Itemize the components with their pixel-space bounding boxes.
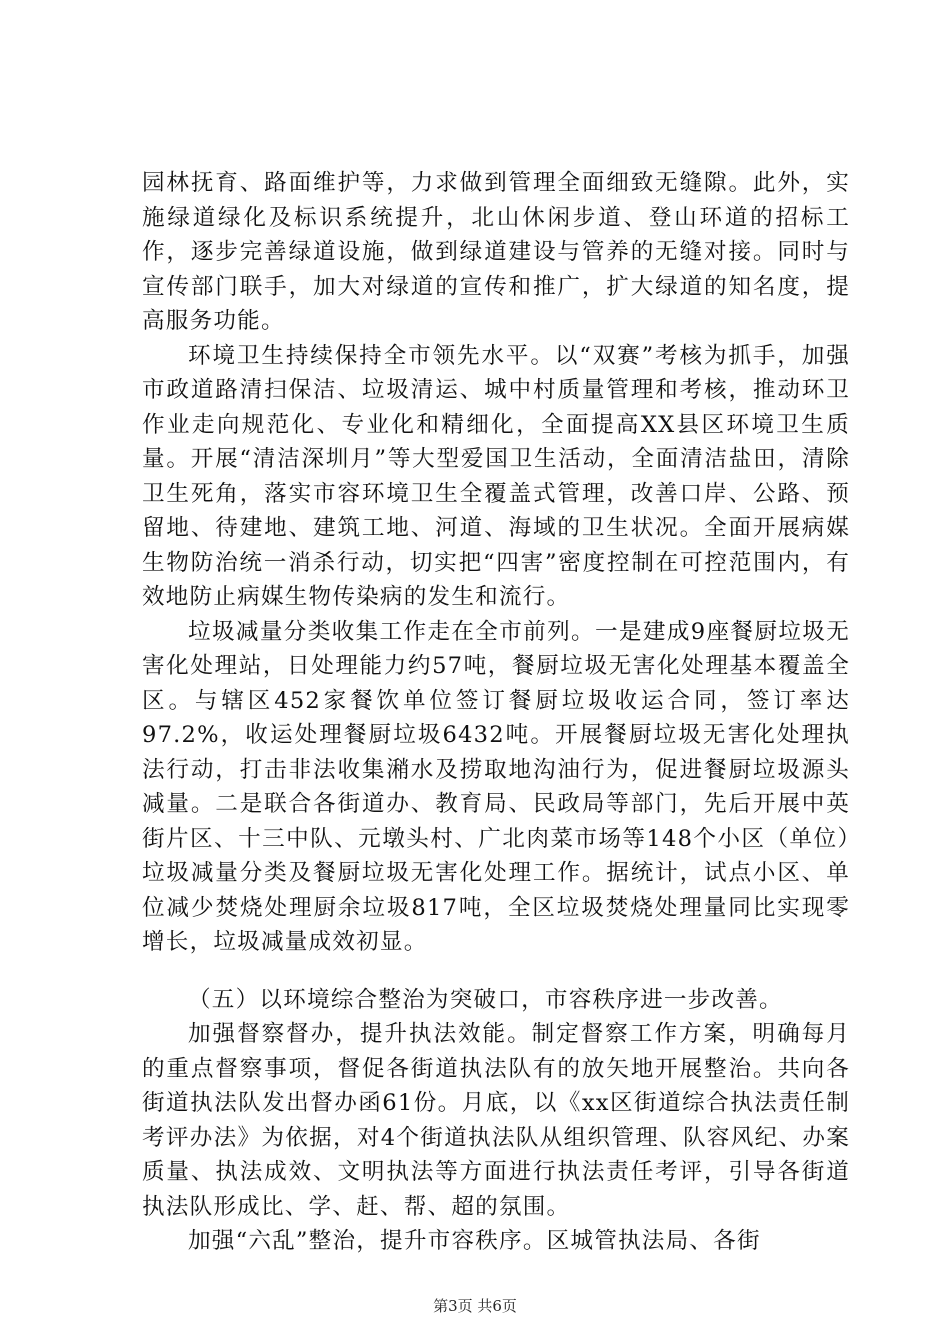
section-heading-five: （五）以环境综合整治为突破口，市容秩序进一步改善。 bbox=[188, 986, 783, 1013]
paragraph-waste-reduction: 垃圾减量分类收集工作走在全市前列。一是建成9座餐厨垃圾无害化处理站，日处理能力约57吨，餐厨垃圾无害化处理基本覆盖全区。与辖区452家餐饮单位签订餐厨垃圾收运合同，签订率达97.2%，收运处理餐厨垃圾6432吨。开展餐厨垃圾无害化处理执法行动，打击非法收集潲水及捞取地沟油行为，促进餐厨垃圾源头减量。二是联合各街道办、教育局、民政局等部门，先后开展中英街片区、十三中队、元墩头村、广北肉菜市场等148个小区（单位）垃圾减量分类及餐厨垃圾无害化处理工作。据统计，试点小区、单位减少焚烧处理厨余垃圾817吨，全区垃圾焚烧处理量同比实现零增长，垃圾减量成效初显。 bbox=[142, 618, 850, 955]
paragraph-six-disorders: 加强“六乱”整治，提升市容秩序。区城管执法局、各街 bbox=[188, 1228, 761, 1254]
page-footer: 第3页 共6页 bbox=[433, 1297, 517, 1315]
document-body bbox=[142, 166, 850, 1259]
paragraph-greenway: 园林抚育、路面维护等，力求做到管理全面细致无缝隙。此外，实施绿道绿化及标识系统提升，北山休闲步道、登山环道的招标工作，逐步完善绿道设施，做到绿道建设与管养的无缝对接。同时与宣传部门联手，加大对绿道的宣传和推广，扩大绿道的知名度，提高服务功能。 bbox=[142, 170, 850, 334]
paragraph-sanitation: 环境卫生持续保持全市领先水平。以“双赛”考核为抓手，加强市政道路清扫保洁、垃圾清运、城中村质量管理和考核，推动环卫作业走向规范化、专业化和精细化，全面提高XX县区环境卫生质量。开展“清洁深圳月”等大型爱国卫生活动，全面清洁盐田，清除卫生死角，落实市容环境卫生全覆盖式管理，改善口岸、公路、预留地、待建地、建筑工地、河道、海域的卫生状况。全面开展病媒生物防治统一消杀行动，切实把“四害”密度控制在可控范围内，有效地防止病媒生物传染病的发生和流行。 bbox=[142, 342, 850, 610]
paragraph-supervision: 加强督察督办，提升执法效能。制定督察工作方案，明确每月的重点督察事项，督促各街道执法队有的放矢地开展整治。共向各街道执法队发出督办函61份。月底，以《xx区街道综合执法责任制考评办法》为依据，对4个街道执法队从组织管理、队容风纪、办案质量、执法成效、文明执法等方面进行执法责任考评，引导各街道执法队形成比、学、赶、帮、超的氛围。 bbox=[142, 1021, 850, 1220]
